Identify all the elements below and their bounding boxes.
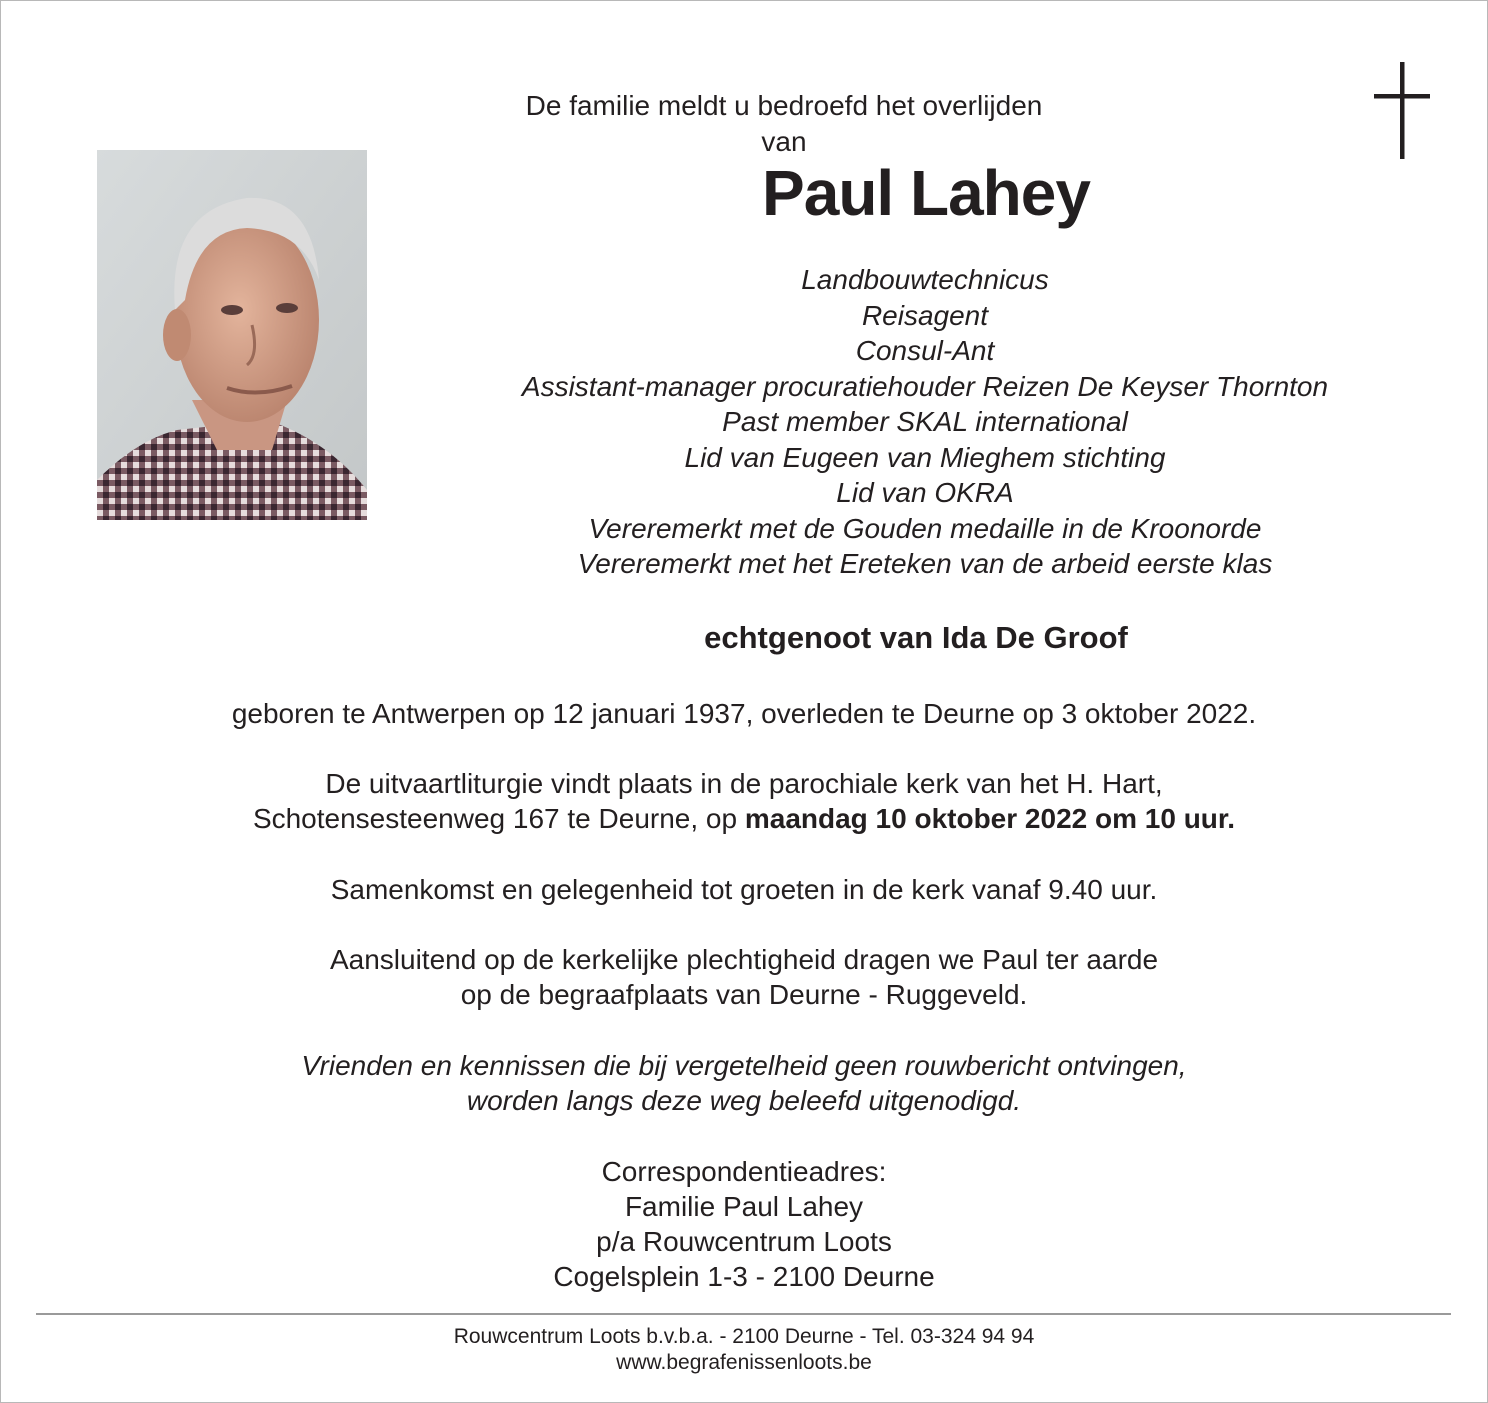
- announcement-intro: De familie meldt u bedroefd het overlijden van: [525, 90, 1043, 157]
- correspondence-line-1: Familie Paul Lahey: [624, 1191, 864, 1222]
- friends-invitation: [44, 1048, 1444, 1118]
- title-item: Consul-Ant: [855, 335, 995, 366]
- gathering-text: [44, 872, 1444, 907]
- portrait-photo: [97, 150, 367, 520]
- title-item: Reisagent: [861, 299, 989, 331]
- title-item: Vereremerkt met de Gouden medaille in de Kroonorde: [588, 512, 1262, 544]
- gathering-line: Samenkomst en gelegenheid tot groeten in de kerk vanaf 9.40 uur.: [330, 874, 1158, 905]
- birth-death-text: [44, 696, 1444, 731]
- titles-list: [430, 262, 1420, 582]
- burial-line-1: Aansluitend op de kerkelijke plechtigheid dragen we Paul ter aarde: [329, 944, 1159, 975]
- footer-company-line: Rouwcentrum Loots b.v.b.a. - 2100 Deurne - Tel. 03-324 94 94: [453, 1325, 1035, 1348]
- burial-text: [44, 942, 1444, 1012]
- correspondence-line-3: Cogelsplein 1-3 - 2100 Deurne: [553, 1261, 935, 1292]
- funeral-location: Schotensesteenweg 167 te Deurne, op: [252, 803, 745, 834]
- cross-icon: [1372, 62, 1432, 159]
- footer-website-link[interactable]: www.begrafenissenloots.be: [616, 1351, 872, 1374]
- friends-line-1: Vrienden en kennissen die bij vergetelheid geen rouwbericht ontvingen,: [301, 1050, 1187, 1081]
- title-item: Assistant-manager procuratiehouder Reizen De Keyser Thornton: [521, 370, 1329, 402]
- correspondence-address: [44, 1154, 1444, 1294]
- burial-line-2: op de begraafplaats van Deurne - Ruggeveld.: [460, 979, 1028, 1010]
- footer-divider: [36, 1313, 1451, 1315]
- title-item: Past member SKAL international: [722, 406, 1128, 437]
- correspondence-line-2: p/a Rouwcentrum Loots: [596, 1226, 892, 1257]
- title-item: Vereremerkt met het Ereteken van de arbeid eerste klas: [577, 548, 1273, 579]
- deceased-name: Paul Lahey: [762, 157, 1090, 229]
- title-item: Lid van Eugeen van Mieghem stichting: [684, 441, 1166, 473]
- title-item: Lid van OKRA: [836, 477, 1014, 508]
- funeral-line-2: [44, 801, 1444, 836]
- correspondence-label: Correspondentieadres:: [601, 1156, 887, 1187]
- funeral-datetime: maandag 10 oktober 2022 om 10 uur.: [744, 803, 1236, 834]
- spouse-line: echtgenoot van Ida De Groof: [704, 620, 1128, 655]
- title-item: Landbouwtechnicus: [801, 264, 1049, 295]
- birth-death-line: geboren te Antwerpen op 12 januari 1937, overleden te Deurne op 3 oktober 2022.: [231, 698, 1257, 729]
- friends-line-2: worden langs deze weg beleefd uitgenodigd.: [466, 1085, 1022, 1116]
- footer: [44, 1324, 1444, 1376]
- funeral-text: [44, 766, 1444, 836]
- funeral-line-1: De uitvaartliturgie vindt plaats in de parochiale kerk van het H. Hart,: [325, 768, 1163, 799]
